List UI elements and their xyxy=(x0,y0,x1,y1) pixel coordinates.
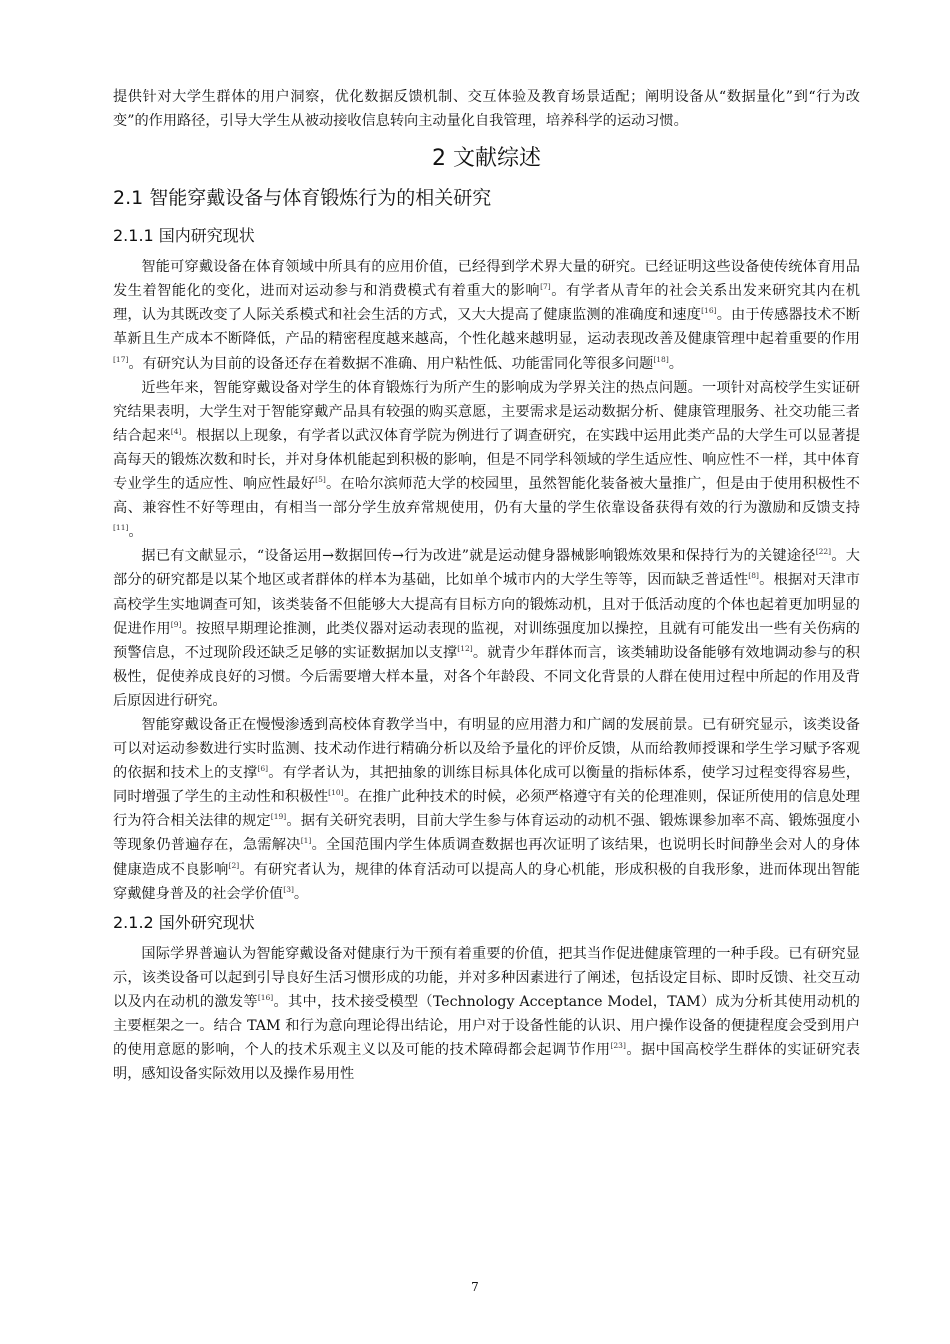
citation-marker: [11] xyxy=(113,523,129,533)
citation-marker: [19] xyxy=(270,812,287,822)
paragraph-domestic-4 xyxy=(113,713,860,906)
text-run: 。 xyxy=(668,355,683,372)
intro-paragraph: 提供针对大学生群体的用户洞察，优化数据反馈机制、交互体验及教育场景适配；阐明设备从“数据量化”到“行为改变”的作用路径，引导大学生从被动接收信息转向主动量化自我管理，培养科学的运动习惯。 xyxy=(113,89,860,130)
text-run: 智能穿戴设备正在慢慢渗透到高校体育教学当中，有明显的应用潜力和广阔的发展前景。已有研究显示，该类设备可以对运动参数进行实时监测、技术动作进行精确分析以及给予量化的评价反馈，从而给教师授课和学生学习赋予客观的依据和技术上的支撑 xyxy=(113,716,860,782)
citation-marker: [22] xyxy=(815,547,832,557)
text-run: 。按照早期理论推测，此类仪器对运动表现的监视，对训练强度加以操控，且就有可能发出一些有关伤病的预警信息，不过现阶段还缺乏足够的实证数据加以支撑 xyxy=(113,620,860,661)
citation-marker: [5] xyxy=(315,475,326,485)
citation-marker: [10] xyxy=(328,788,344,798)
text-run: 。有研究者认为，规律的体育活动可以提高人的身心机能，形成积极的自我形象，进而体现出智能穿戴健身普及的社会学价值 xyxy=(113,861,860,902)
paragraph-domestic-2 xyxy=(113,376,860,545)
citation-marker: [16] xyxy=(701,306,717,316)
page-content xyxy=(113,85,860,1086)
text-run: 智能可穿戴设备在体育领域中所具有的应用价值，已经得到学术界大量的研究。已经证明这些设备使传统体育用品发生着智能化的变化，进而对运动参与和消费模式有着重大的影响 xyxy=(113,259,860,300)
citation-marker: [7] xyxy=(540,282,551,292)
text-run: 。据有关研究表明，目前大学生参与体育运动的动机不强、锻炼课参加率不高、锻炼强度小等现象仍普遍存在，急需解决 xyxy=(113,813,860,854)
citation-marker: [1] xyxy=(300,836,312,846)
text-run: 。全国范围内学生体质调查数据也再次证明了该结果，也说明长时间静坐会对人的身体健康造成不良影响 xyxy=(113,837,860,878)
text-run: 。就青少年群体而言，该类辅助设备能够有效地调动参与的积极性，促使养成良好的习惯。今后需要增大样本量，对各个年龄段、不同文化背景的人群在使用过程中所起的作用及背后原因进行研究。 xyxy=(113,644,860,709)
citation-marker: [8] xyxy=(748,571,759,581)
text-run: 。由于传感器技术不断革新且生产成本不断降低，产品的精密程度越来越高，个性化越来越明显，运动表现改善及健康管理中起着重要的作用 xyxy=(113,307,860,348)
section-title-2-1: 2.1 智能穿戴设备与体育锻炼行为的相关研究 xyxy=(113,187,492,210)
page-number: 7 xyxy=(471,1280,479,1294)
section-title-2: 2 文献综述 xyxy=(432,146,541,172)
citation-marker: [16] xyxy=(257,992,274,1002)
citation-marker: [6] xyxy=(257,764,269,774)
citation-marker: [12] xyxy=(457,643,473,653)
section-title-2-1-2: 2.1.2 国外研究现状 xyxy=(113,912,255,932)
text-run: 。据中国高校学生群体的实证研究表明，感知设备实际效用以及操作易用性 xyxy=(113,1042,860,1083)
text-run: 。在哈尔滨师范大学的校园里，虽然智能化装备被大量推广，但是由于使用积极性不高、兼容性不好等理由，有相当一部分学生放弃常规使用，仍有大量的学生依靠设备获得有效的行为激励和反馈支持 xyxy=(113,476,860,517)
text-run: 。其中，技术接受模型（Technology Acceptance Model，TAM）成为分析其使用动机的主要框架之一。结合 TAM 和行为意向理论得出结论，用户对于设备性能的认识、用户操作设备的便捷程度会受到用户的使用意愿的影响，个人的技术乐观主义以及可能的技术障碍都会起调节作用 xyxy=(113,993,860,1059)
citation-marker: [18] xyxy=(653,354,669,364)
text-run: 据已有文献显示，“设备运用→数据回传→行为改进”就是运动健身器械影响锻炼效果和保持行为的关键途径 xyxy=(141,548,816,565)
text-run: 。 xyxy=(128,524,143,541)
text-run: 近些年来，智能穿戴设备对学生的体育锻炼行为所产生的影响成为学界关注的热点问题。一项针对高校学生实证研究结果表明，大学生对于智能穿戴产品具有较强的购买意愿，主要需求是运动数据分析、健康管理服务、社交功能三者结合起来 xyxy=(113,379,860,444)
text-run: 。有学者从青年的社会关系出发来研究其内在机理，认为其既改变了人际关系模式和社会生活的方式，又大大提高了健康监测的准确度和速度 xyxy=(113,283,860,324)
text-run: 。大部分的研究都是以某个地区或者群体的样本为基础，比如单个城市内的大学生等等，因而缺乏普适性 xyxy=(113,548,860,589)
citation-marker: [4] xyxy=(170,426,182,436)
text-run: 。在推广此种技术的时候，必须严格遵守有关的伦理准则，保证所使用的信息处理行为符合相关法律的规定 xyxy=(113,789,860,830)
citation-marker: [2] xyxy=(228,860,240,870)
paragraph-domestic-1 xyxy=(113,255,860,375)
citation-marker: [3] xyxy=(283,884,294,894)
section-title-2-1-1: 2.1.1 国内研究现状 xyxy=(113,226,255,246)
text-run: 。 xyxy=(293,885,309,902)
text-run: 。有研究认为目前的设备还存在着数据不准确、用户粘性低、功能雷同化等很多问题 xyxy=(128,355,654,372)
text-run: 。根据对天津市高校学生实地调查可知，该类装备不但能够大大提高有目标方向的锻炼动机，且对于低活动度的个体也起着更加明显的促进作用 xyxy=(113,572,860,637)
citation-marker: [9] xyxy=(170,619,182,629)
citation-marker: [23] xyxy=(610,1041,626,1051)
paragraph-domestic-3 xyxy=(113,544,860,713)
text-run: 。根据以上现象，有学者以武汉体育学院为例进行了调查研究，在实践中运用此类产品的大学生可以显著提高每天的锻炼次数和时长，并对身体机能起到积极的影响，但是不同学科领域的学生适应性、响应性不一样，其中体育专业学生的适应性、响应性最好 xyxy=(113,427,860,493)
paragraph-foreign-1 xyxy=(113,942,860,1087)
citation-marker: [17] xyxy=(113,354,129,364)
text-run: 。有学者认为，其把抽象的训练目标具体化成可以衡量的指标体系，使学习过程变得容易些，同时增强了学生的主动性和积极性 xyxy=(113,765,860,806)
text-run: 国际学界普遍认为智能穿戴设备对健康行为干预有着重要的价值，把其当作促进健康管理的一种手段。已有研究显示，该类设备可以起到引导良好生活习惯形成的功能，并对多种因素进行了阐述，包括设定目标、即时反馈、社交互动以及内在动机的激发等 xyxy=(113,945,860,1010)
